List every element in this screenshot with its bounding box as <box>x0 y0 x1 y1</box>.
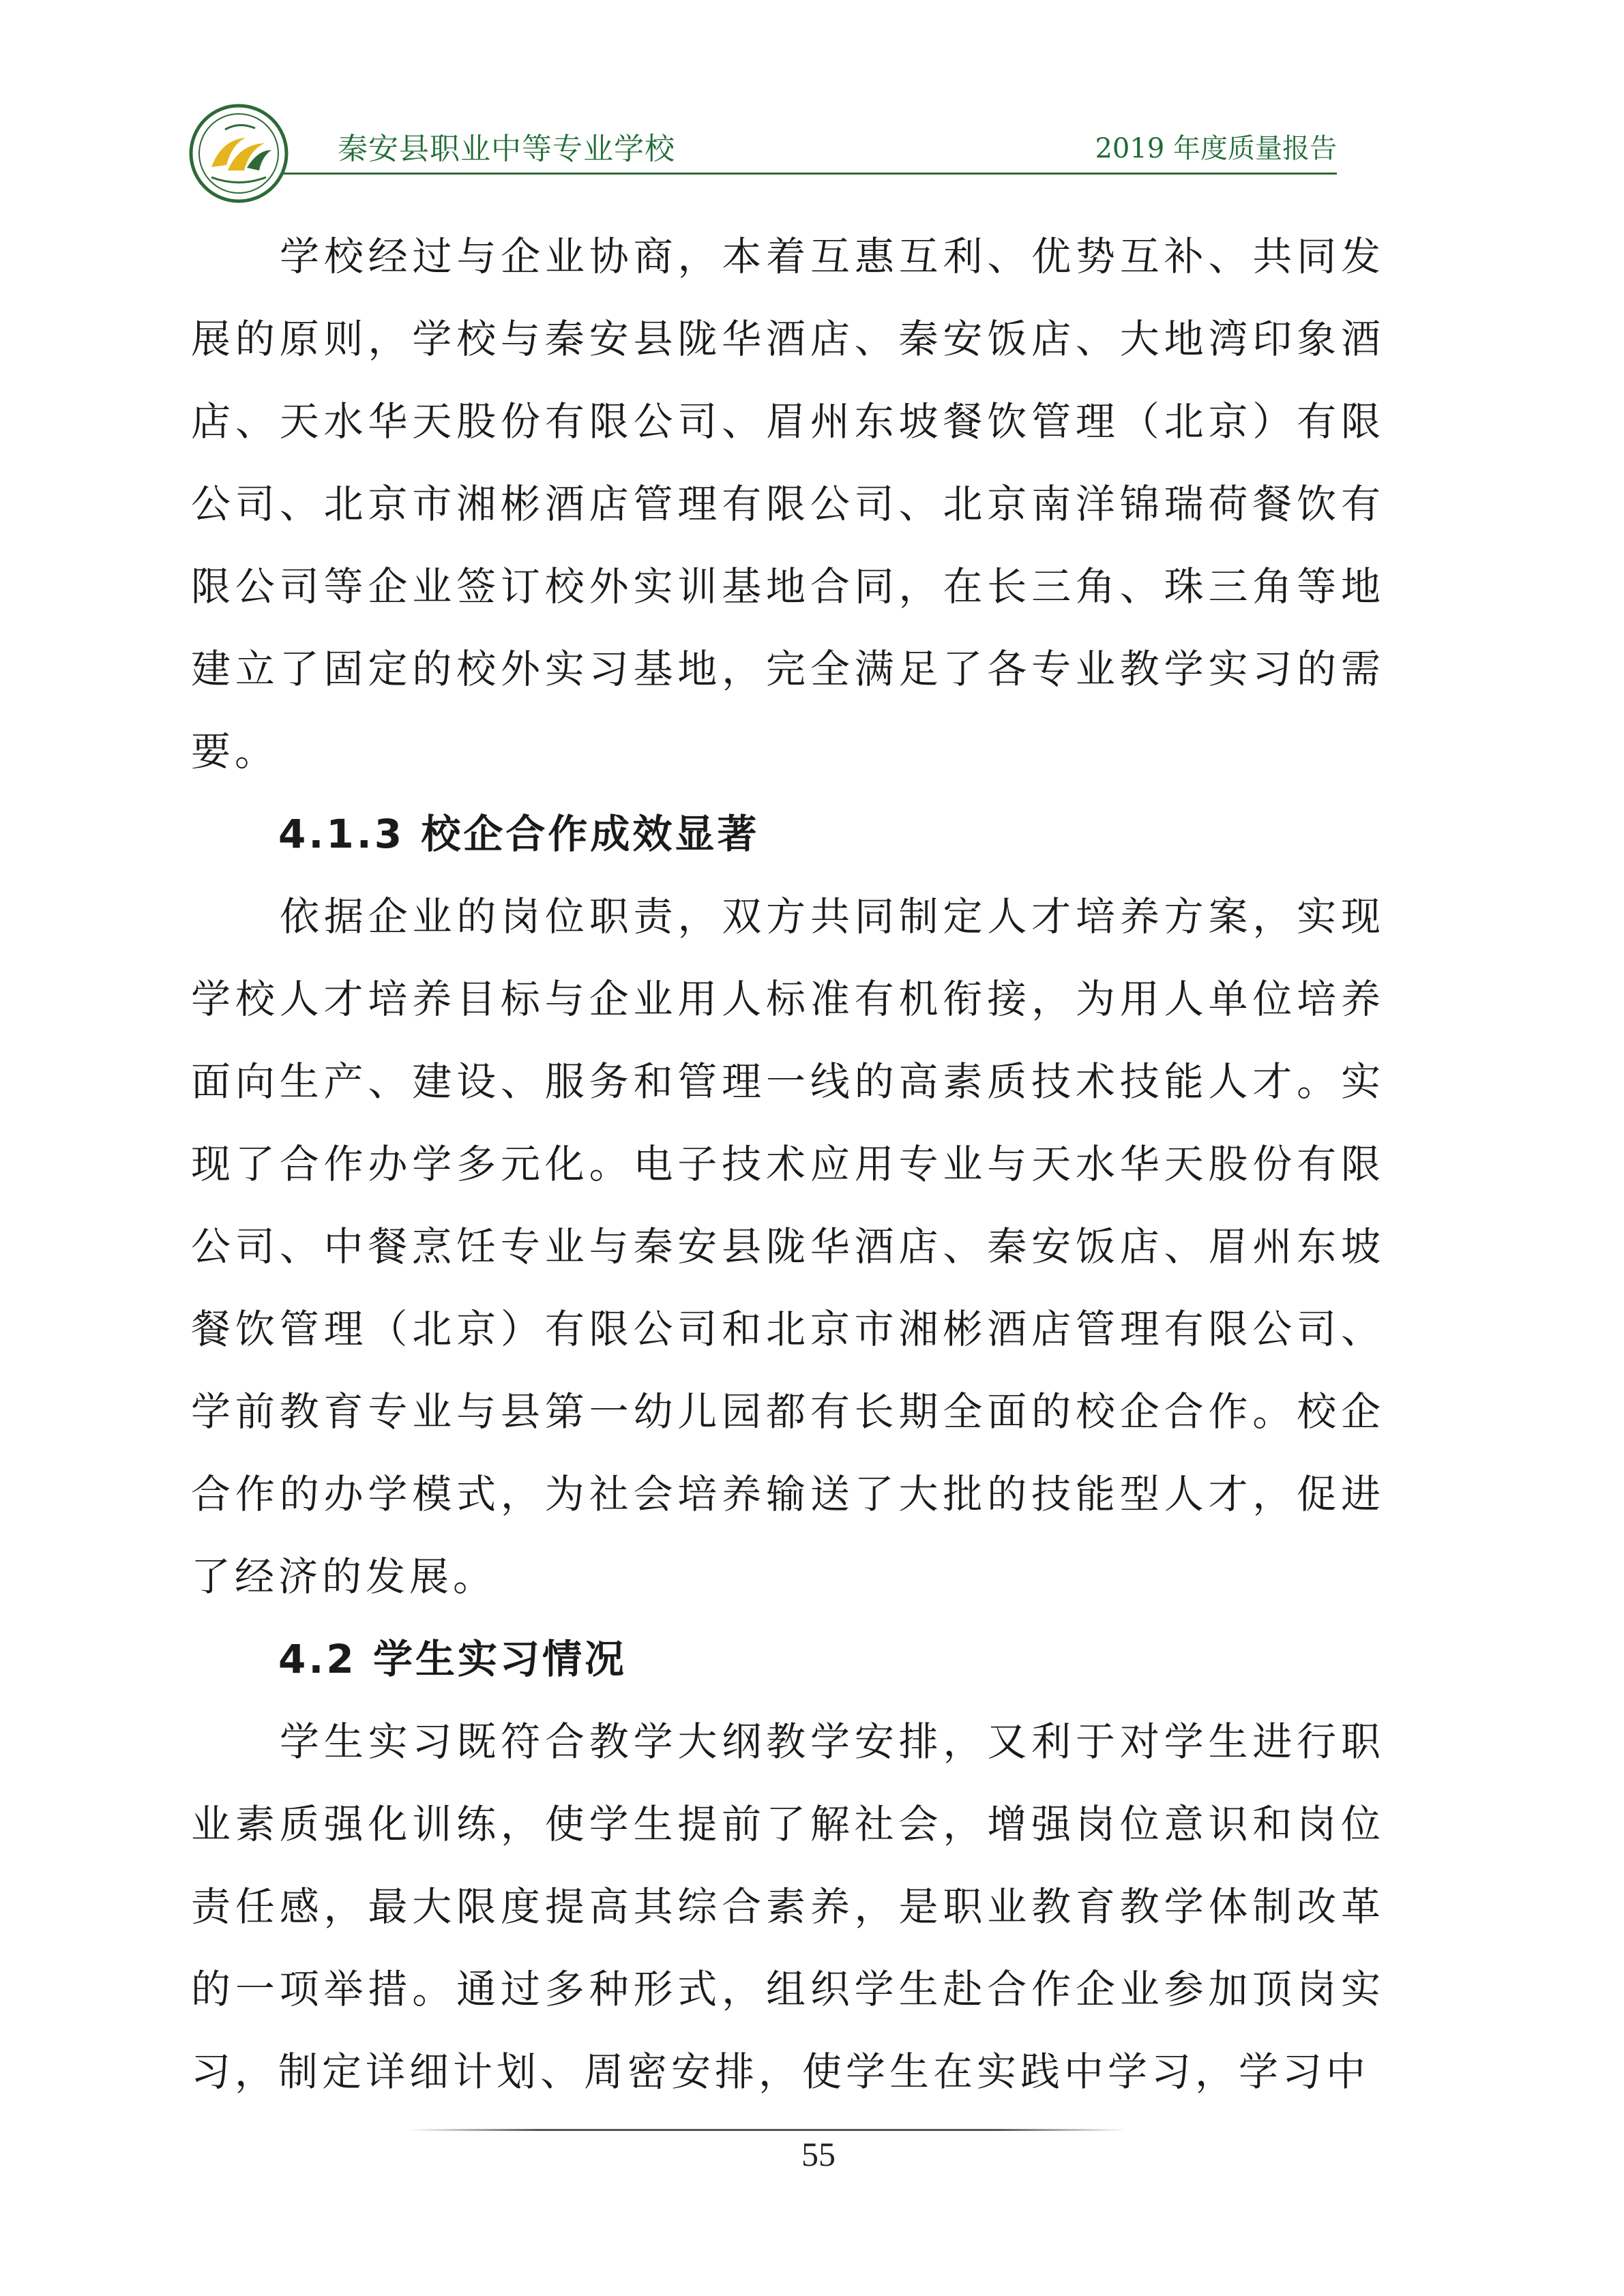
page-number: 55 <box>801 2135 836 2173</box>
section-heading-4-2: 4.2 学生实习情况 <box>278 1636 627 1682</box>
school-name: 秦安县职业中等专业学校 <box>338 132 675 166</box>
paragraph-cooperation-agreements: 学校经过与企业协商，本着互惠互利、优势互补、共同发展的原则，学校与秦安县陇华酒店、秦安饭店、大地湾印象酒店、天水华天股份有限公司、眉州东坡餐饮管理（北京）有限公司、北京市湘彬酒店管理有限公司、北京南洋锦瑞荷餐饮有限公司等企业签订校外实训基地合同，在长三角、珠三角等地建立了固定的校外实习基地，完全满足了各专业教学实习的需要。 <box>191 233 1385 775</box>
paragraph-student-internship: 学生实习既符合教学大纲教学安排，又利于对学生进行职业素质强化训练，使学生提前了解社会，增强岗位意识和岗位责任感，最大限度提高其综合素养，是职业教育教学体制改革的一项举措。通过多种形式，组织学生赴合作企业参加顶岗实习，制定详细计划、周密安排，使学生在实践中学习，学习中 <box>191 1718 1385 2095</box>
paragraph-cooperation-results: 依据企业的岗位职责，双方共同制定人才培养方案，实现学校人才培养目标与企业用人标准有机衔接，为用人单位培养面向生产、建设、服务和管理一线的高素质技术技能人才。实现了合作办学多元化。电子技术应用专业与天水华天股份有限公司、中餐烹饪专业与秦安县陇华酒店、秦安饭店、眉州东坡餐饮管理（北京）有限公司和北京市湘彬酒店管理有限公司、学前教育专业与县第一幼儿园都有长期全面的校企合作。校企合作的办学模式，为社会培养输送了大批的技能型人才，促进了经济的发展。 <box>191 893 1385 1600</box>
section-heading-4-1-3: 4.1.3 校企合作成效显著 <box>278 811 760 857</box>
header-divider <box>281 173 1337 175</box>
document-body <box>191 215 1385 2113</box>
school-emblem-icon <box>184 102 293 205</box>
report-title: 2019 年度质量报告 <box>1095 133 1337 164</box>
page-header <box>184 102 1337 184</box>
footer-divider <box>409 2129 1125 2131</box>
